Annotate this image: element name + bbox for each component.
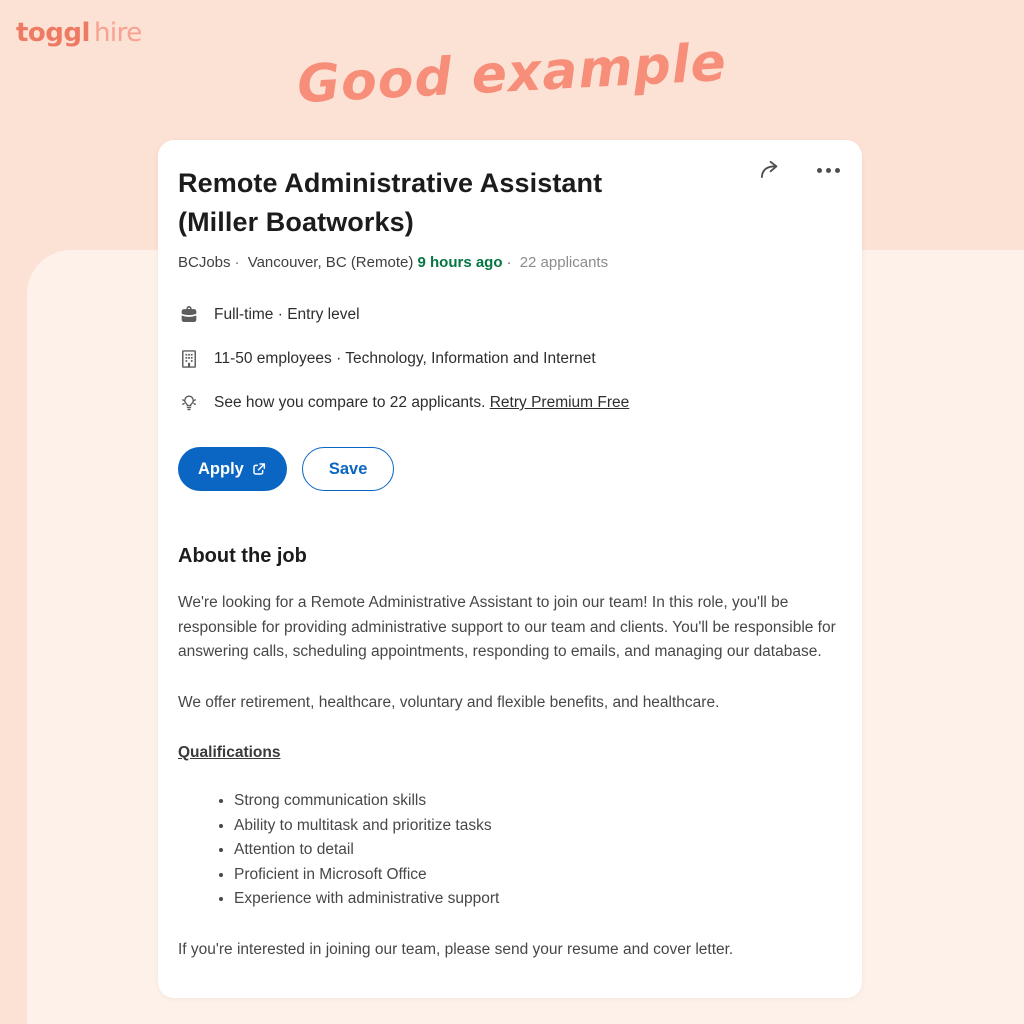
retry-premium-link[interactable]: Retry Premium Free — [489, 394, 630, 411]
card-actions — [756, 156, 842, 184]
company-size-text: 11-50 employees · Technology, Information and Internet — [214, 350, 596, 367]
employment-type-text: Full-time · Entry level — [214, 306, 360, 323]
qualifications-heading: Qualifications — [178, 744, 281, 761]
job-subtitle: BCJobs · Vancouver, BC (Remote) 9 hours ago · 22 applicants — [178, 254, 609, 271]
meta-row-company — [178, 347, 842, 371]
action-buttons — [178, 447, 842, 491]
qualifications-list — [178, 789, 842, 912]
qualification-item: • Proficient in Microsoft Office — [234, 863, 842, 888]
about-heading: About the job — [178, 545, 307, 567]
applicant-count: 22 applicants — [519, 254, 609, 271]
briefcase-icon — [178, 304, 200, 326]
insight-lightbulb-icon — [178, 392, 200, 414]
job-title-line1: Remote Administrative Assistant — [178, 168, 603, 198]
save-button[interactable]: Save — [302, 447, 395, 491]
job-location: Vancouver, BC (Remote) — [247, 254, 414, 271]
about-paragraph-1: We're looking for a Remote Administrative Assistant to join our team! In this role, you'll be responsible for providing administrative support to our team and clients. You'll be responsible for answering calls, scheduling appointments, responding to emails, and managing our database. — [178, 594, 836, 660]
page-title: Good example — [295, 32, 729, 116]
apply-button[interactable]: Apply — [178, 447, 287, 491]
posted-time: 9 hours ago — [417, 254, 503, 271]
logo-toggl-text: toggl — [16, 18, 90, 48]
logo-hire-text: hire — [93, 18, 142, 48]
about-paragraph-2: We offer retirement, healthcare, voluntary and flexible benefits, and healthcare. — [178, 693, 720, 711]
toggl-hire-logo — [16, 18, 142, 48]
job-title — [178, 164, 778, 242]
qualification-item: • Attention to detail — [234, 838, 842, 863]
more-options-icon[interactable] — [814, 156, 842, 184]
company-name[interactable]: BCJobs — [178, 254, 231, 271]
share-icon[interactable] — [756, 156, 784, 184]
external-link-icon — [251, 461, 267, 477]
qualification-item: • Ability to multitask and prioritize tasks — [234, 814, 842, 839]
job-meta — [178, 303, 842, 415]
meta-row-insight — [178, 391, 842, 415]
qualification-item: • Experience with administrative support — [234, 887, 842, 912]
job-card — [158, 140, 862, 998]
closing-line: If you're interested in joining our team, please send your resume and cover letter. — [178, 940, 734, 958]
building-icon — [178, 348, 200, 370]
insight-text: See how you compare to 22 applicants. Retry Premium Free — [214, 394, 630, 411]
job-title-line2: (Miller Boatworks) — [178, 207, 414, 237]
qualification-item: • Strong communication skills — [234, 789, 842, 814]
meta-row-employment — [178, 303, 842, 327]
